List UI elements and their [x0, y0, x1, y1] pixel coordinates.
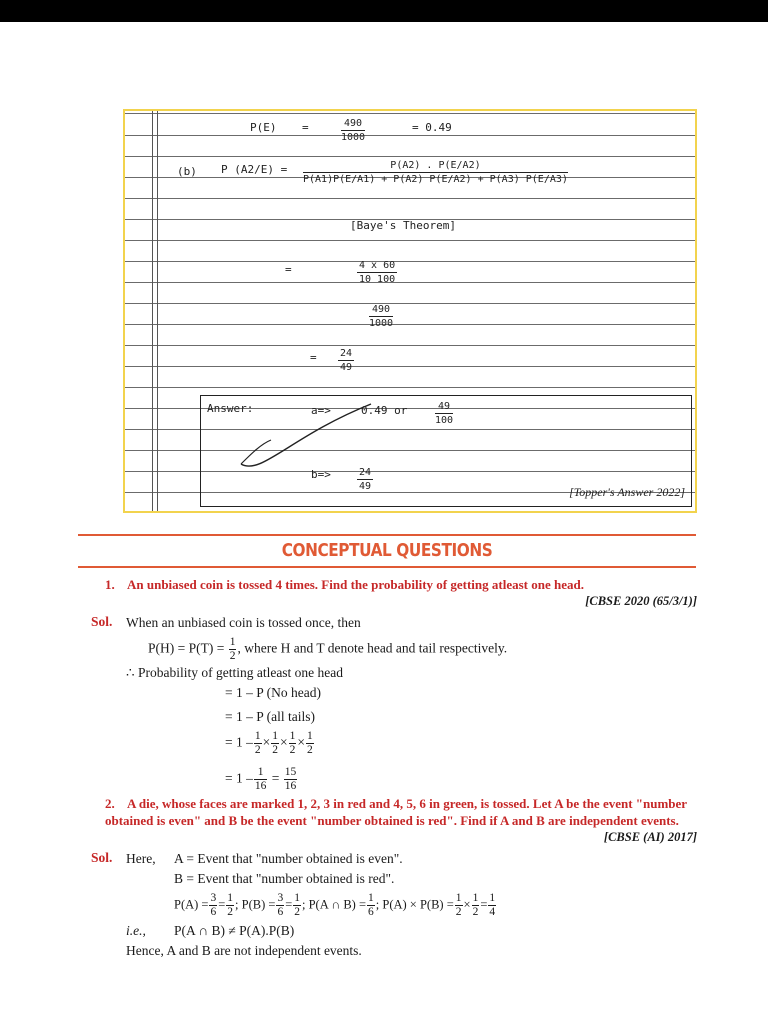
hw-denominator: 1000 — [341, 132, 366, 143]
solution-line: ∴ Probability of getting atleast one head — [126, 665, 344, 680]
numerator: 1 — [254, 730, 261, 742]
numerator: 1 — [489, 892, 496, 904]
numerator: 3 — [277, 892, 284, 904]
section-rule-bottom — [78, 566, 696, 568]
fraction — [254, 730, 262, 757]
ie-label: i.e., — [126, 923, 146, 938]
hw-numerator: 4 x 60 — [359, 260, 396, 271]
solution-line — [225, 730, 315, 757]
question-1 — [105, 576, 697, 593]
hw-denominator: P(A1)P(E/A1) + P(A2) P(E/A2) + P(A3) P(E/A3) — [303, 174, 568, 185]
hw-numerator: 49 — [435, 400, 453, 414]
hw-numerator: P(A2) . P(E/A2) — [303, 159, 568, 173]
times-sign: × — [297, 734, 305, 750]
solution-line — [148, 636, 507, 663]
hw-bayes-fraction — [303, 159, 568, 186]
numerator: 1 — [229, 636, 236, 648]
formula-text: = 1 – — [225, 734, 253, 750]
hw-step-fraction — [338, 347, 354, 374]
hw-step-fraction — [357, 259, 397, 286]
numerator: 1 — [368, 892, 374, 904]
hw-bayes-lhs: P (A2/E) = — [221, 163, 288, 176]
hw-denominator: 100 — [435, 415, 454, 426]
fraction — [229, 636, 237, 663]
solution-line: A = Event that "number obtained is even". — [174, 851, 403, 866]
section-title: CONCEPTUAL QUESTIONS — [281, 540, 493, 561]
question-reference: [CBSE (AI) 2017] — [603, 830, 697, 844]
hw-fraction — [341, 117, 365, 144]
hw-answer-b-fraction — [357, 466, 373, 493]
numerator: 1 — [254, 766, 268, 780]
denominator: 2 — [229, 650, 236, 662]
denominator: 2 — [455, 906, 462, 918]
times-sign: × — [280, 734, 288, 750]
denominator: 6 — [210, 906, 217, 918]
fraction — [276, 892, 284, 919]
hw-bayes-theorem: [Baye's Theorem] — [350, 219, 456, 232]
fraction — [472, 892, 480, 919]
hw-answer-b-label: b=> — [311, 468, 331, 481]
hw-answer-box — [200, 395, 692, 507]
denominator: 16 — [254, 780, 267, 792]
numerator: 1 — [307, 730, 313, 742]
hw-numerator: 24 — [340, 348, 353, 359]
formula-text: P(A) = — [174, 897, 209, 912]
fraction — [284, 766, 298, 793]
hw-denominator: 49 — [359, 481, 372, 492]
question-2 — [105, 795, 697, 829]
numerator: 1 — [227, 892, 234, 904]
solution-line: = 1 – P (No head) — [225, 685, 321, 700]
sheet-margin-line — [157, 111, 158, 511]
hw-answer-a-fraction — [435, 400, 453, 427]
denominator: 2 — [472, 906, 479, 918]
hw-denominator: 1000 — [369, 318, 394, 329]
times-sign: × — [262, 734, 271, 750]
top-black-bar — [0, 0, 768, 22]
fraction — [306, 730, 314, 757]
equals-sign: = — [480, 897, 488, 912]
hw-denominator: 49 — [340, 362, 353, 373]
solution-line: B = Event that "number obtained is red". — [174, 871, 395, 886]
equals-sign: = — [218, 897, 226, 912]
formula-text: ; P(A) × P(B) = — [375, 897, 454, 912]
formula-text: P(H) = P(T) = — [148, 640, 225, 656]
denominator: 2 — [307, 744, 313, 756]
formula-text: ; P(B) = — [235, 897, 276, 912]
formula-text: , where H and T denote head and tail respectively. — [237, 640, 508, 656]
denominator: 16 — [284, 780, 297, 792]
probability-line — [174, 892, 497, 919]
numerator: 1 — [272, 730, 278, 742]
denominator: 6 — [368, 906, 374, 918]
fraction — [226, 892, 234, 919]
hw-denominator: 10 100 — [359, 274, 396, 285]
solution-line: When an unbiased coin is tossed once, then — [126, 615, 361, 630]
solution-line: = 1 – P (all tails) — [225, 709, 315, 724]
denominator: 2 — [289, 744, 296, 756]
fraction — [455, 892, 463, 919]
solution-label: Sol. — [91, 614, 113, 629]
equals-sign: = — [271, 770, 280, 786]
hw-numerator: 24 — [359, 467, 372, 478]
hw-equals: = — [285, 263, 292, 276]
fraction — [289, 730, 297, 757]
fraction — [271, 730, 279, 757]
question-text: A die, whose faces are marked 1, 2, 3 in red and 4, 5, 6 in green, is tossed. Let A be the event "number obtained is even" and B be the event "number obtained is red". Find if A and B are independent events. — [105, 796, 687, 828]
fraction — [488, 892, 496, 919]
hw-equals: = — [310, 351, 317, 364]
hw-step-fraction — [369, 303, 393, 330]
question-number: 2. — [105, 796, 115, 811]
fraction — [254, 766, 268, 793]
numerator: 1 — [294, 892, 300, 904]
fraction — [293, 892, 301, 919]
denominator: 4 — [489, 906, 496, 918]
hw-part-label: (b) — [177, 165, 197, 178]
hw-numerator: 490 — [341, 117, 365, 131]
topper-answer-source: [Topper's Answer 2022] — [569, 485, 685, 499]
denominator: 2 — [227, 906, 234, 918]
question-reference: [CBSE 2020 (65/3/1)] — [585, 594, 697, 608]
hw-equals: = — [302, 121, 309, 134]
hw-pe-label: P(E) — [250, 121, 277, 134]
sheet-margin-line — [152, 111, 153, 511]
solution-label: Sol. — [91, 850, 113, 865]
question-text: An unbiased coin is tossed 4 times. Find the probability of getting atleast one head. — [127, 577, 584, 592]
denominator: 2 — [272, 744, 278, 756]
handwritten-answer-sheet — [123, 109, 697, 513]
denominator: 6 — [277, 906, 284, 918]
numerator: 1 — [472, 892, 479, 904]
solution-line: Here, — [126, 851, 156, 866]
formula-text: ; P(A ∩ B) = — [302, 897, 367, 912]
denominator: 2 — [254, 744, 261, 756]
fraction — [367, 892, 375, 919]
hw-answer-label: Answer: — [207, 402, 254, 415]
hw-answer-a-value: 0.49 or — [361, 404, 408, 417]
hw-numerator: 490 — [369, 303, 393, 317]
numerator: 1 — [289, 730, 296, 742]
hw-answer-a-label: a=> — [311, 404, 331, 417]
inequality-line: P(A ∩ B) ≠ P(A).P(B) — [174, 923, 295, 938]
section-rule-top — [78, 534, 696, 536]
formula-text: = 1 – — [225, 770, 253, 786]
fraction — [209, 892, 217, 919]
equals-sign: = — [285, 897, 293, 912]
hw-result: = 0.49 — [412, 121, 452, 134]
times-sign: × — [463, 897, 471, 912]
question-number: 1. — [105, 577, 115, 592]
numerator: 15 — [284, 766, 297, 778]
numerator: 1 — [455, 892, 462, 904]
numerator: 3 — [210, 892, 217, 904]
conclusion-line: Hence, A and B are not independent events. — [126, 943, 362, 958]
solution-line — [225, 766, 298, 793]
denominator: 2 — [294, 906, 300, 918]
